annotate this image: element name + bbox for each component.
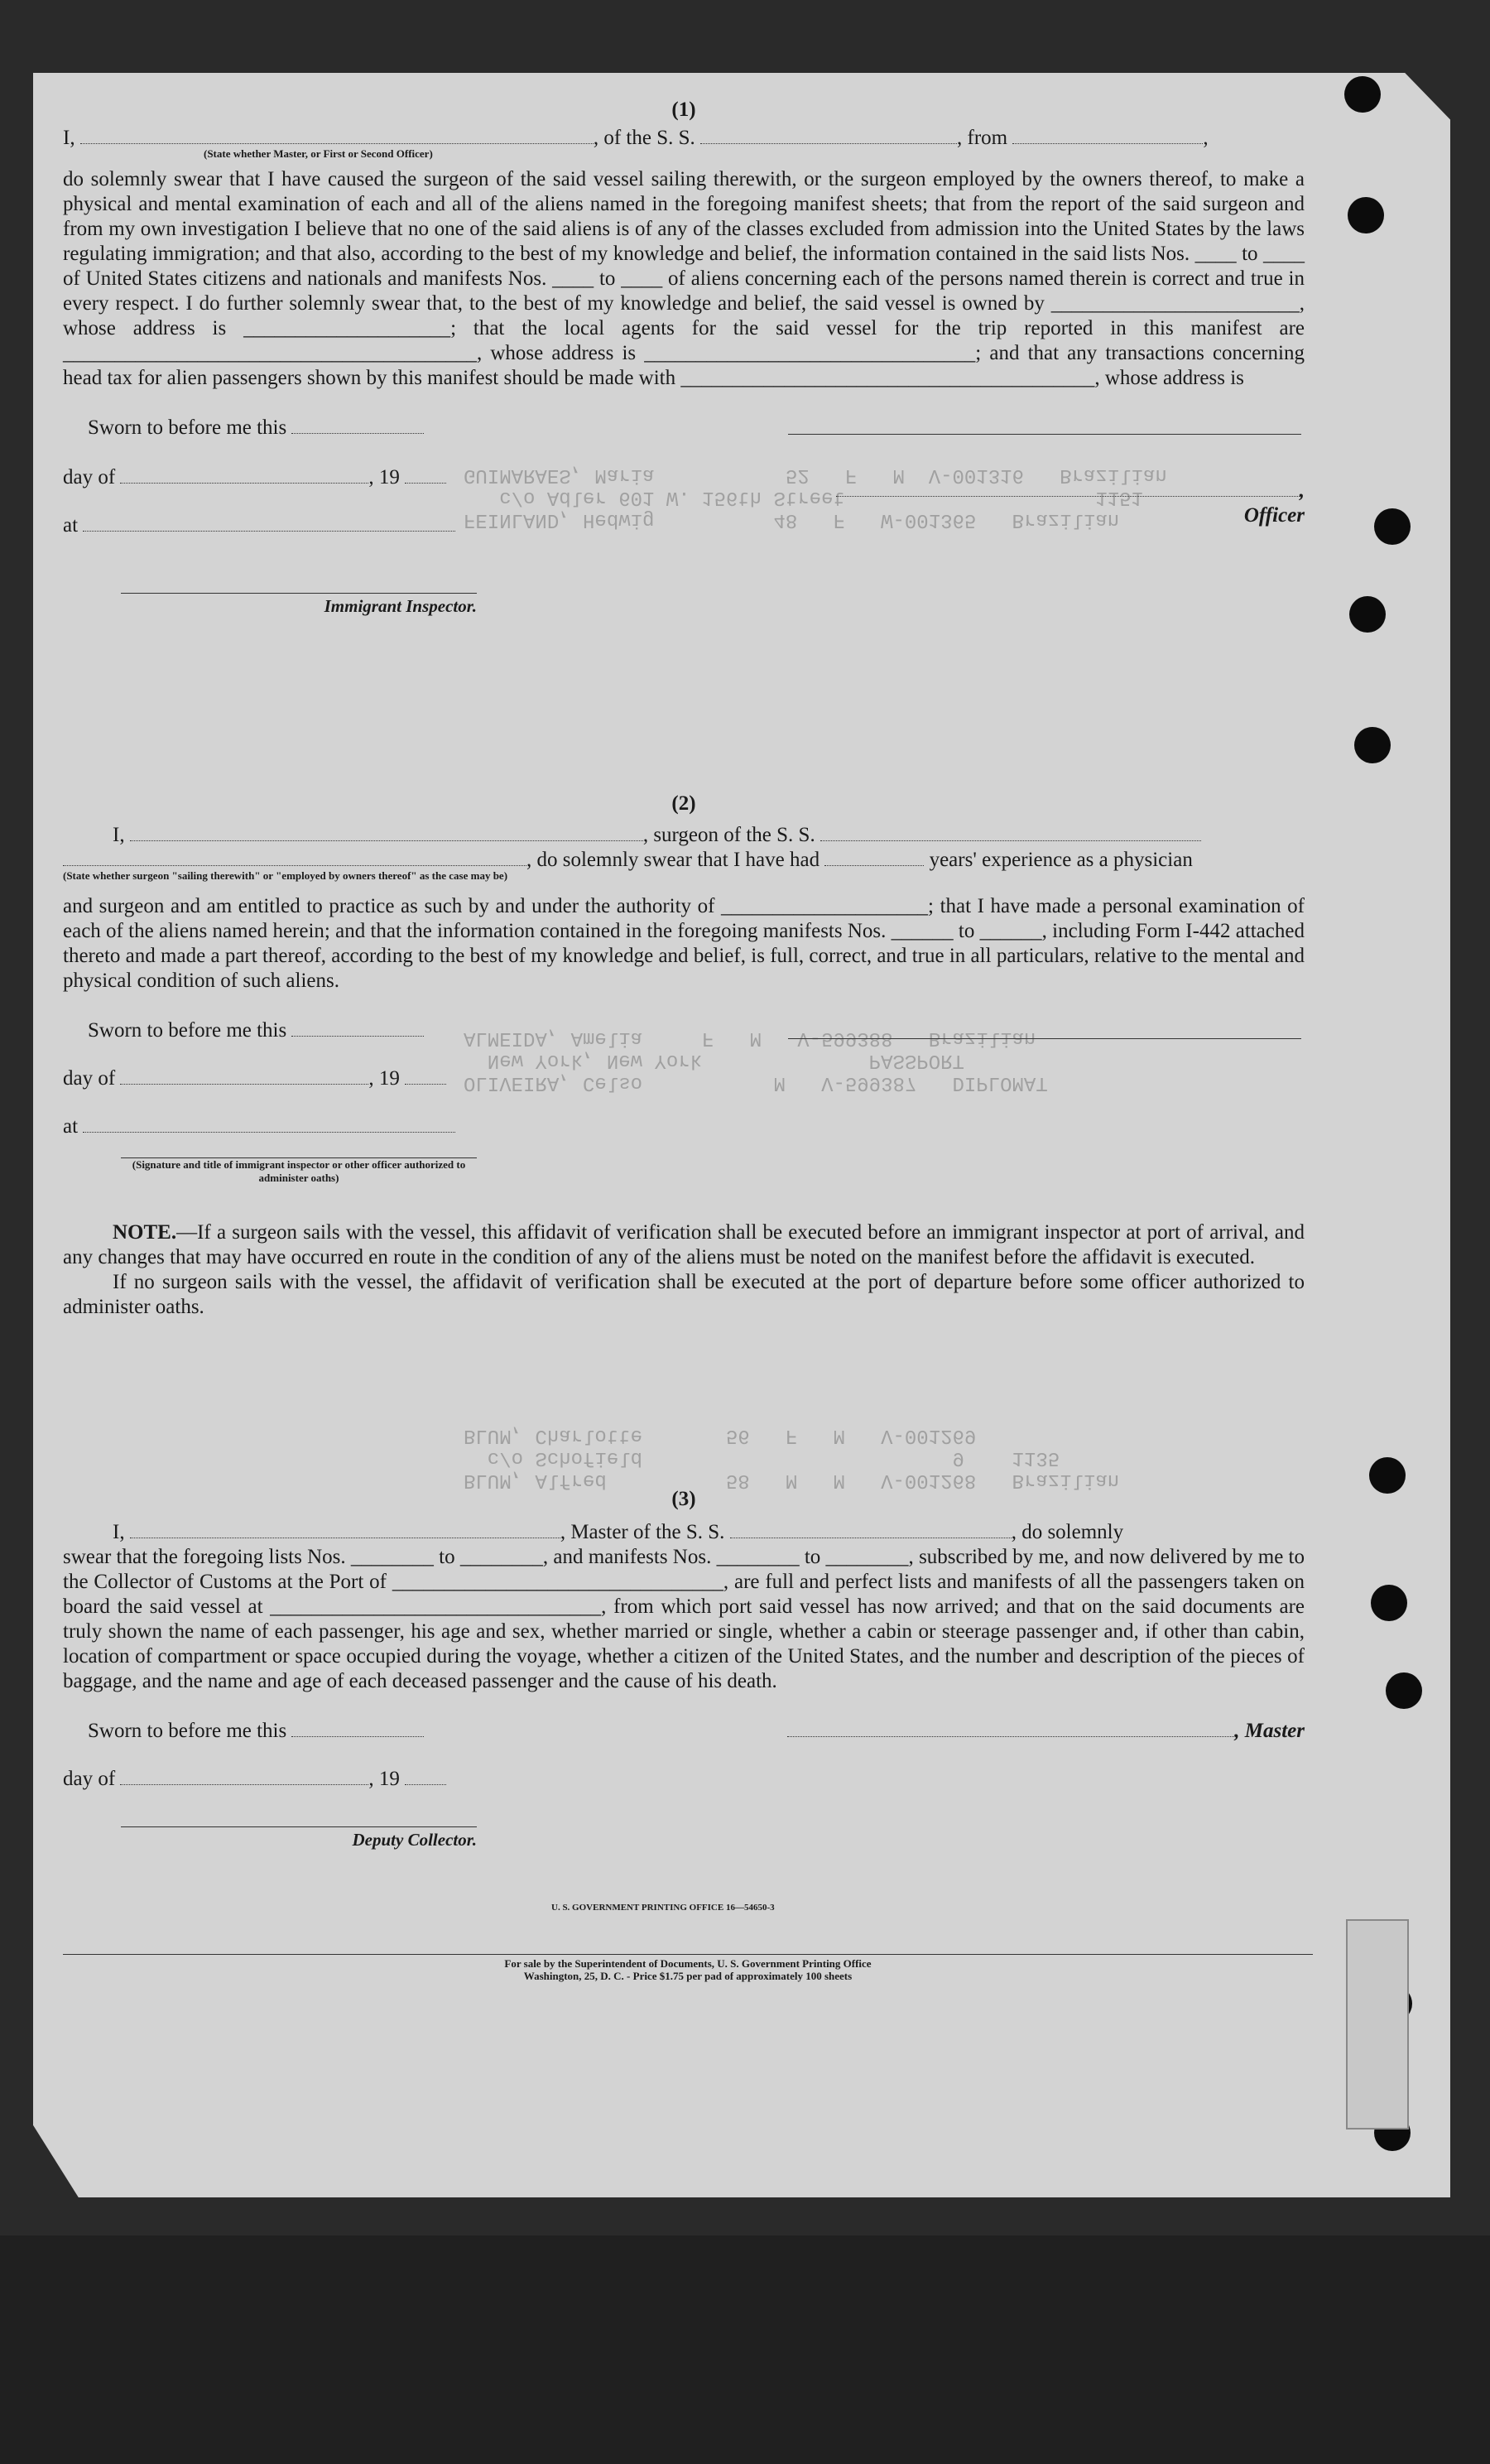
year-field[interactable] (405, 1083, 446, 1085)
text-experience: , do solemnly swear that I have had (526, 849, 820, 871)
footer-line-1: For sale by the Superintendent of Documents, U. S. Government Printing Office (504, 1957, 872, 1970)
at-field[interactable] (83, 1131, 455, 1133)
sworn-line (88, 1719, 424, 1744)
day-field[interactable] (120, 482, 368, 484)
punch-hole (1386, 1672, 1422, 1709)
day-line (63, 1066, 446, 1091)
master-line (113, 1520, 1305, 1545)
surgeon-status-field[interactable] (63, 864, 526, 866)
text-i: I, (113, 1521, 125, 1543)
surgeon-name-field[interactable] (130, 840, 643, 841)
note-paragraph (63, 1220, 1305, 1270)
inspector-signature-2 (121, 1157, 477, 1185)
surgeon-signature (788, 1038, 1301, 1039)
sworn-text: Sworn to before me this (88, 416, 287, 439)
day-field[interactable] (120, 1783, 368, 1785)
officer-signature-2 (791, 479, 1305, 528)
punch-hole (1344, 76, 1381, 113)
master-signature-field[interactable] (787, 1735, 1234, 1737)
sworn-block-2 (63, 1018, 1305, 1209)
punch-hole (1354, 727, 1391, 763)
section-3-master-delivery (63, 1487, 1305, 1884)
footer-divider (63, 1954, 1313, 1955)
section-number: (1) (671, 99, 696, 121)
collector-label: Deputy Collector. (352, 1830, 477, 1850)
text-do-solemnly: , do solemnly (1011, 1521, 1124, 1543)
day-of-text: day of (63, 1067, 116, 1090)
vessel-name-field[interactable] (700, 142, 957, 144)
signature-line (788, 434, 1301, 435)
punch-hole (1374, 508, 1411, 545)
at-line (63, 513, 455, 538)
punch-hole (1371, 1585, 1407, 1621)
punch-hole (1349, 596, 1386, 633)
sworn-block-1 (63, 416, 1305, 681)
master-signature (783, 1719, 1305, 1744)
sworn-text: Sworn to before me this (88, 1720, 287, 1742)
signature-line (788, 1038, 1301, 1039)
year-field[interactable] (405, 1783, 446, 1785)
signature-note: (Signature and title of immigrant inspector or other officer authorized to administer oaths) (132, 1158, 466, 1184)
footer-line-2: Washington, 25, D. C. - Price $1.75 per pad of approximately 100 sheets (523, 1970, 853, 1982)
at-text: at (63, 514, 79, 537)
at-text: at (63, 1115, 79, 1138)
text-years-experience: years' experience as a physician (929, 849, 1193, 871)
at-line (63, 1114, 455, 1139)
text-surgeon-of-ss: , surgeon of the S. S. (642, 824, 815, 846)
year-text: , 19 (368, 1768, 400, 1790)
oath-line: I, , of the S. S. , from , (63, 127, 1209, 149)
day-of-text: day of (63, 1768, 116, 1790)
day-of-text: day of (63, 466, 116, 488)
text-from: , from (957, 127, 1008, 149)
surgeon-paragraph: and surgeon and am entitled to practice as such by and under the authority of ____________________; that I have made a personal examination of each of the aliens named herein; and that the information contained in the foregoing manifests Nos. ______ to ______, including Form I-442 attached thereto and made a part thereof, according to the best of my knowledge and belief, is full, correct, and true in all particulars, relative to the mental and physical condition of such aliens. (63, 895, 1305, 992)
footer-imprint (63, 1957, 1313, 1982)
officer-name-field[interactable] (80, 142, 594, 144)
inspector-signature (121, 593, 477, 618)
section-1-master-affidavit (63, 98, 1305, 681)
section-number: (2) (671, 792, 696, 815)
at-field[interactable] (83, 530, 455, 532)
master-paragraph: swear that the foregoing lists Nos. ________ to ________, and manifests Nos. ________ to ________, subscribed by me, and now delivered by me to the Collector of Customs at the Port of ________________________________, are full and perfect lists and manifests of all the passengers taken on board the said vessel at ________________________________, from which port said vessel has now arrived; and that on the said documents are truly shown the name of each passenger, his age and sex, whether married or single, whether a cabin or steerage passenger and, if other than cabin, location of compartment or space occupied during the voyage, whether a citizen of the United States, and the number and description of the pieces of baggage, and the name and age of each deceased passenger and the cause of his death. (63, 1546, 1305, 1692)
officer-signature (788, 434, 1301, 435)
punch-hole (1369, 1457, 1406, 1494)
collector-signature (121, 1826, 477, 1852)
year-text: , 19 (368, 1067, 400, 1090)
master-name-field[interactable] (130, 1537, 560, 1538)
year-field[interactable] (405, 482, 446, 484)
officer-signature-field[interactable] (836, 495, 1300, 497)
sworn-line (88, 416, 424, 440)
sworn-date-field[interactable] (291, 432, 424, 434)
gpo-imprint: U. S. GOVERNMENT PRINTING OFFICE 16—54650-3 (551, 1903, 775, 1913)
inspector-label: Immigrant Inspector. (324, 596, 477, 616)
surgeon-line (113, 823, 1305, 848)
vessel-name-field-3[interactable] (730, 1537, 1012, 1538)
note-heading: NOTE. (113, 1221, 177, 1244)
note-text-2: If no surgeon sails with the vessel, the affidavit of verification shall be executed at the port of departure before some officer authorized to administer oaths. (63, 1271, 1305, 1318)
officer-label: , Officer (1243, 479, 1305, 527)
bleed-through-text-3: BLUM, Alfred 58 M M V-001268 Brazilian c/o Schofield 9 1135 BLUM, Charlotte 56 F M V-001269 (464, 1424, 1120, 1491)
text-i: I, (63, 127, 75, 149)
punch-hole (1348, 197, 1384, 233)
from-port-field[interactable] (1012, 142, 1203, 144)
text-of-ss: , of the S. S. (593, 127, 695, 149)
sworn-date-field[interactable] (291, 1735, 424, 1737)
year-text: , 19 (368, 466, 400, 488)
text-i: I, (113, 824, 125, 846)
text-master-of-ss: , Master of the S. S. (560, 1521, 725, 1543)
sworn-line (88, 1018, 424, 1043)
master-label: , Master (1234, 1720, 1305, 1742)
section-2-surgeon-affidavit (63, 792, 1305, 1320)
years-field[interactable] (824, 864, 924, 866)
sworn-date-field[interactable] (291, 1035, 424, 1037)
bleed-through-text-2: OLIVEIRA, Celso M V-599387 DIPLOMAT New York, New York PASSPORT ALMEIDA, Amelia F M V-599388 Brazilian (464, 1027, 1048, 1094)
day-line (63, 1767, 446, 1792)
section-number: (3) (671, 1488, 696, 1510)
officer-note: (State whether Master, or First or Second Officer) (204, 147, 433, 160)
scan-background (0, 2235, 1490, 2464)
day-field[interactable] (120, 1083, 368, 1085)
note-text-1: —If a surgeon sails with the vessel, this affidavit of verification shall be executed before an immigrant inspector at port of arrival, and any changes that may have occurred en route in the condition of any of the aliens must be noted on the manifest before the affidavit is executed. (63, 1221, 1305, 1268)
sworn-block-3 (63, 1719, 1305, 1884)
vessel-name-field-2[interactable] (820, 840, 1201, 841)
bleed-through-text: FEINLAND, Hedwig 48 F W-001365 Brazilian c/o Adler 601 W. 156th Street 1151 GUIMARAES, Maria 52 F M V-001316 Brazilian (464, 464, 1167, 531)
oath-paragraph: do solemnly swear that I have caused the surgeon of the said vessel sailing therewith, or the surgeon employed by the owners thereof, to make a physical and mental examination of each and all of the aliens named in the foregoing manifest sheets; that from the report of the said surgeon and from my own investigation I believe that no one of the said aliens is of any of the classes excluded from admission into the United States by the laws regulating immigration; and that also, according to the best of my knowledge and belief, the information contained in the said lists Nos. ____ to ____ of United States citizens and nationals and manifests Nos. ____ to ____ of aliens concerning each of the persons named therein is correct and true in every respect. I do further solemnly swear that, to the best of my knowledge and belief, the said vessel is owned by ________________________, whose address is ____________________; that the local agents for the said vessel for the trip reported in this manifest are ________________________________________, whose address is ________________________________; and that any transactions concerning head tax for alien passengers shown by this manifest should be made with ________________________________________, whose address is (63, 168, 1305, 389)
archive-stamp (1346, 1919, 1409, 2130)
surgeon-note: (State whether surgeon "sailing therewith" or "employed by owners thereof" as the case may be) (63, 869, 508, 882)
day-line (63, 465, 446, 490)
sworn-text: Sworn to before me this (88, 1019, 287, 1042)
